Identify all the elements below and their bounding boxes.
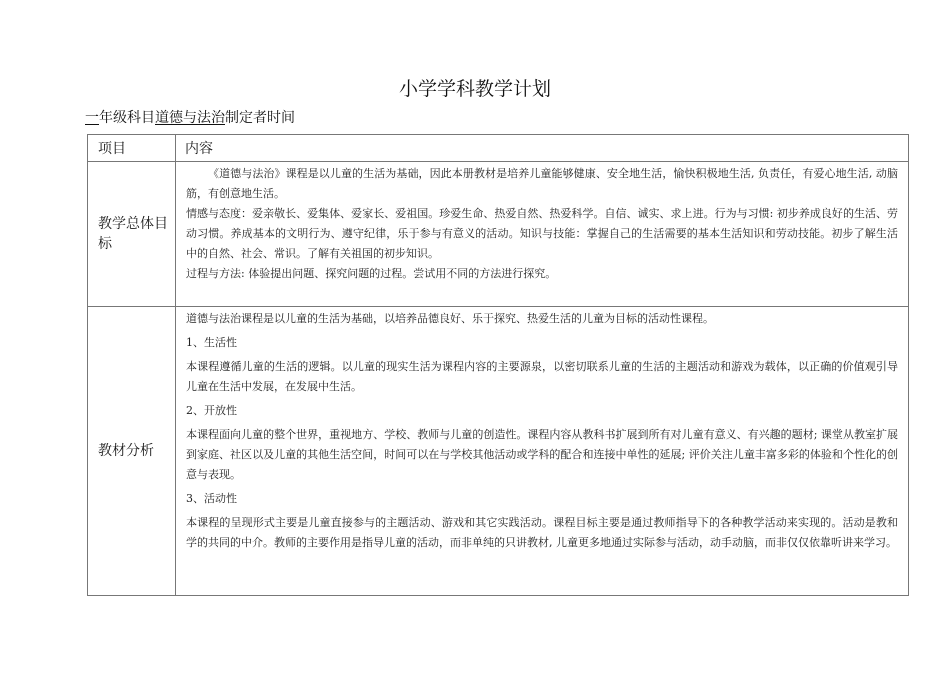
goal-label: 教学总体目标 [88,162,176,307]
analysis-item-heading: 3、活动性 [186,492,237,505]
analysis-item-text: 本课程的呈现形式主要是儿童直接参与的主题活动、游戏和其它实践活动。课程目标主要是通过教师指导下的各种教学活动来实现的。活动是教和学的共同的中介。教师的主要作用是指导儿童的活动，而非单纯的只讲教材, 儿童更多地通过实际参与活动，动手动脑，而非仅仅依靠听讲来学习。 [186,516,898,549]
page-title: 小学学科教学计划 [398,78,551,100]
author-time-label: 制定者时间 [225,110,295,126]
subject-prefix-label: 年级科目 [99,110,155,126]
analysis-item-text: 本课程面向儿童的整个世界，重视地方、学校、教师与儿童的创造性。课程内容从教科书扩展到所有对儿童有意义、有兴趣的题材; 课堂从教室扩展到家庭、社区以及儿童的其他生活空间，时间可以在与学校其他活动或学科的配合和连接中单性的延展; 评价关注儿童丰富多彩的体验和个性化的创意与表现。 [186,428,898,481]
goal-paragraph: 过程与方法: 体验提出问题、探究问题的过程。尝试用不同的方法进行探究。 [186,267,557,280]
analysis-item-heading: 1、生活性 [186,336,237,349]
header-item: 项目 [88,135,176,162]
goal-paragraph: 情感与态度：爱亲敬长、爱集体、爱家长、爱祖国。珍爱生命、热爱自然、热爱科学。自信、诚实、求上进。行为与习惯: 初步养成良好的生活、劳动习惯。养成基本的文明行为、遵守纪律，乐于参与有意义的活动。知识与技能：掌握自己的生活需要的基本生活知识和劳动技能。初步了解生活中的自然、社会、常识。了解有关祖国的初步知识。 [186,207,898,260]
analysis-intro: 道德与法治课程是以儿童的生活为基础，以培养品德良好、乐于探究、热爱生活的儿童为目标的活动性课程。 [186,312,714,325]
grade-value: 一 [85,110,99,126]
goal-paragraph: 《道德与法治》课程是以儿童的生活为基础，因此本册教材是培养儿童能够健康、安全地生活，愉快积极地生活, 负责任，有爱心地生活, 动脑筋，有创意地生活。 [186,167,898,200]
table-header-row [88,135,909,162]
document-meta-line [85,107,295,127]
analysis-content [176,307,909,596]
analysis-item-text: 本课程遵循儿童的生活的逻辑。以儿童的现实生活为课程内容的主要源泉，以密切联系儿童的生活的主题活动和游戏为载体，以正确的价值观引导儿童在生活中发展，在发展中生活。 [186,360,898,393]
table-row-analysis [88,307,909,596]
table-row-goal [88,162,909,307]
header-content: 内容 [176,135,909,162]
analysis-item-heading: 2、开放性 [186,404,237,417]
analysis-label: 教材分析 [88,307,176,596]
subject-value: 道德与法治 [155,110,225,126]
goal-content [176,162,909,307]
plan-table [87,134,909,596]
